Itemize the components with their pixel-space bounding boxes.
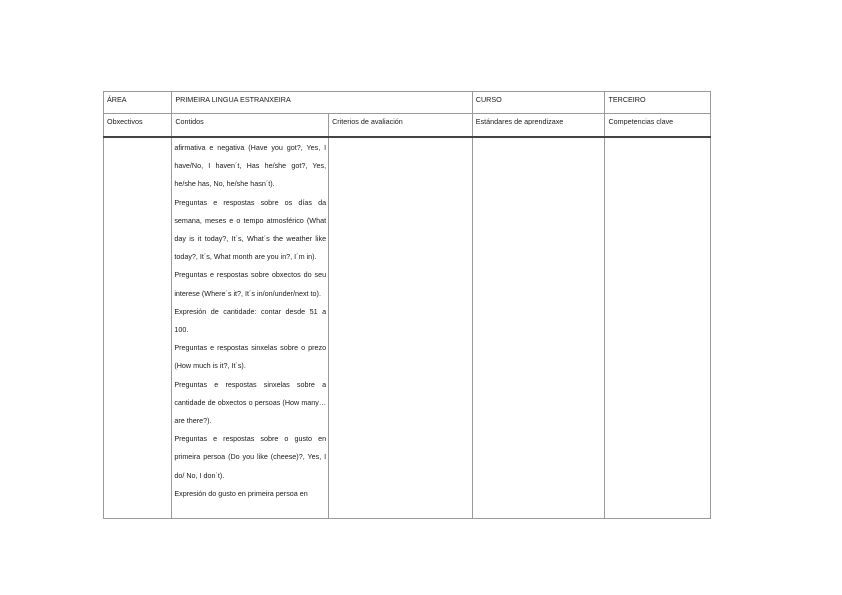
column-header-estandares: Estándares de aprendizaxe: [472, 114, 605, 138]
content-row: [104, 137, 711, 519]
contido-paragraph: Preguntas e respostas sinxelas sobre o prezo (How much is it?, It´s).: [174, 343, 327, 371]
column-header-competencias: Competencias clave: [605, 114, 711, 138]
table-header-row: [104, 92, 711, 114]
contido-paragraph: afirmativa e negativa (Have you got?, Yes, I have/No, I haven´t, Has he/she got?, Yes, he/she has, No, he/she hasn´t).: [174, 143, 327, 189]
column-header-contidos: Contidos: [172, 114, 329, 138]
area-value-cell: [172, 92, 472, 114]
column-header-row: [104, 114, 711, 138]
obxectivos-cell: [104, 137, 172, 519]
curso-value-cell: [605, 92, 711, 114]
curso-label-cell: [472, 92, 605, 114]
column-header-criterios: Criterios de avaliación: [329, 114, 473, 138]
column-header-obxectivos: Obxectivos: [104, 114, 172, 138]
contido-paragraph: Preguntas e respostas sobre os días da semana, meses e o tempo atmosférico (What day is it today?, It´s, What´s the weather like today?, It´s, What month are you in?, I´m in).: [174, 197, 327, 262]
contido-paragraph: Expresión de cantidade: contar desde 51 a 100.: [174, 306, 327, 335]
curso-value: TERCEIRO: [608, 95, 646, 104]
contido-paragraph: Expresión do gusto en primeira persoa en: [174, 488, 308, 498]
contido-paragraph: Preguntas e respostas sobre o gusto en primeira persoa (Do you like (cheese)?, Yes, I do/ No, I don´t).: [174, 434, 327, 480]
curso-label: CURSO: [475, 95, 502, 104]
contidos-cell: [172, 137, 329, 519]
contido-paragraph: Preguntas e respostas sobre obxectos do seu interese (Where´s it?, It´s in/on/under/next to).: [174, 270, 327, 298]
area-value: PRIMEIRA LINGUA ESTRANXEIRA: [175, 95, 291, 104]
area-label: ÁREA: [107, 95, 127, 104]
contidos-text: [172, 138, 328, 503]
area-label-cell: [104, 92, 172, 114]
estandares-cell: [472, 137, 605, 519]
criterios-cell: [329, 137, 473, 519]
curriculum-table: [103, 91, 711, 519]
contido-paragraph: Preguntas e respostas sinxelas sobre a cantidade de obxectos o persoas (How many… are there?).: [174, 379, 327, 426]
competencias-cell: [605, 137, 711, 519]
